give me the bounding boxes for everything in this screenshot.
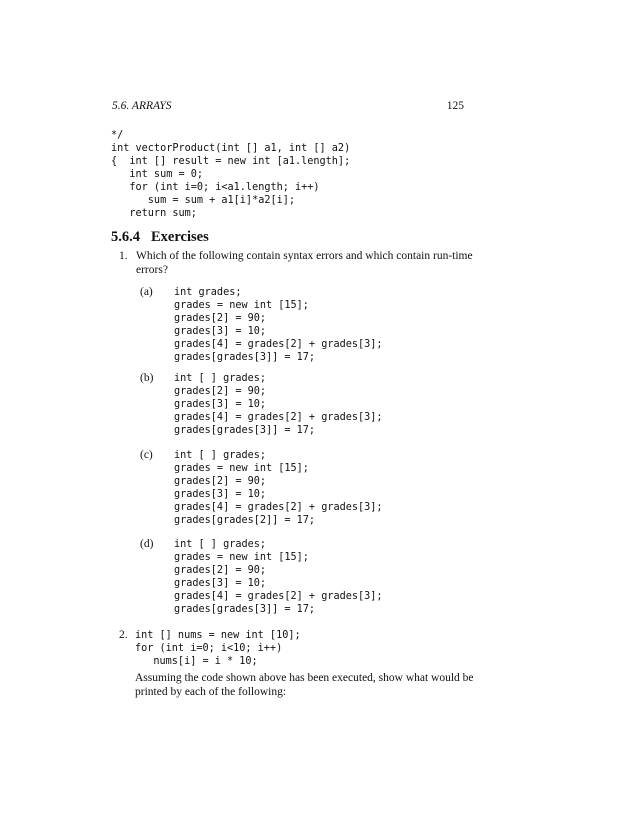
section-number: 5.6.4: [111, 229, 140, 245]
part-code: int grades; grades = new int [15]; grades[2] = 90; grades[3] = 10; grades[4] = grades[2] + grades[3]; grades[grades[3]] = 17;: [174, 287, 383, 363]
section-heading: [111, 229, 209, 246]
part-label: (c): [140, 449, 153, 461]
part-label: (d): [140, 538, 154, 550]
part-label: (b): [140, 372, 154, 384]
exercise-number: 2.: [119, 629, 128, 641]
code-block-vector-product: */ int vectorProduct(int [] a1, int [] a2) { int [] result = new int [a1.length]; int sum = 0; for (int i=0; i<a1.length; i++) sum = sum + a1[i]*a2[i]; return sum;: [111, 130, 351, 219]
exercise-1: [119, 249, 474, 277]
exercise-text: Which of the following contain syntax errors and which contain run-time errors?: [136, 250, 473, 276]
exercise-number: 1.: [119, 250, 128, 262]
exercise-code: int [] nums = new int [10]; for (int i=0; i<10; i++) nums[i] = i * 10;: [135, 630, 301, 667]
part-code: int [ ] grades; grades[2] = 90; grades[3] = 10; grades[4] = grades[2] + grades[3]; grades[grades[3]] = 17;: [174, 373, 383, 436]
page-number: 125: [446, 100, 464, 112]
part-code: int [ ] grades; grades = new int [15]; grades[2] = 90; grades[3] = 10; grades[4] = grades[2] + grades[3]; grades[grades[3]] = 17;: [174, 539, 383, 615]
part-code: int [ ] grades; grades = new int [15]; grades[2] = 90; grades[3] = 10; grades[4] = grades[2] + grades[3]; grades[grades[2]] = 17;: [174, 450, 383, 526]
exercise-text: Assuming the code shown above has been executed, show what would be printed by each of the following:: [135, 672, 474, 698]
section-title: Exercises: [151, 229, 209, 245]
part-label: (a): [140, 286, 153, 298]
running-head-section: 5.6. ARRAYS: [112, 100, 172, 112]
